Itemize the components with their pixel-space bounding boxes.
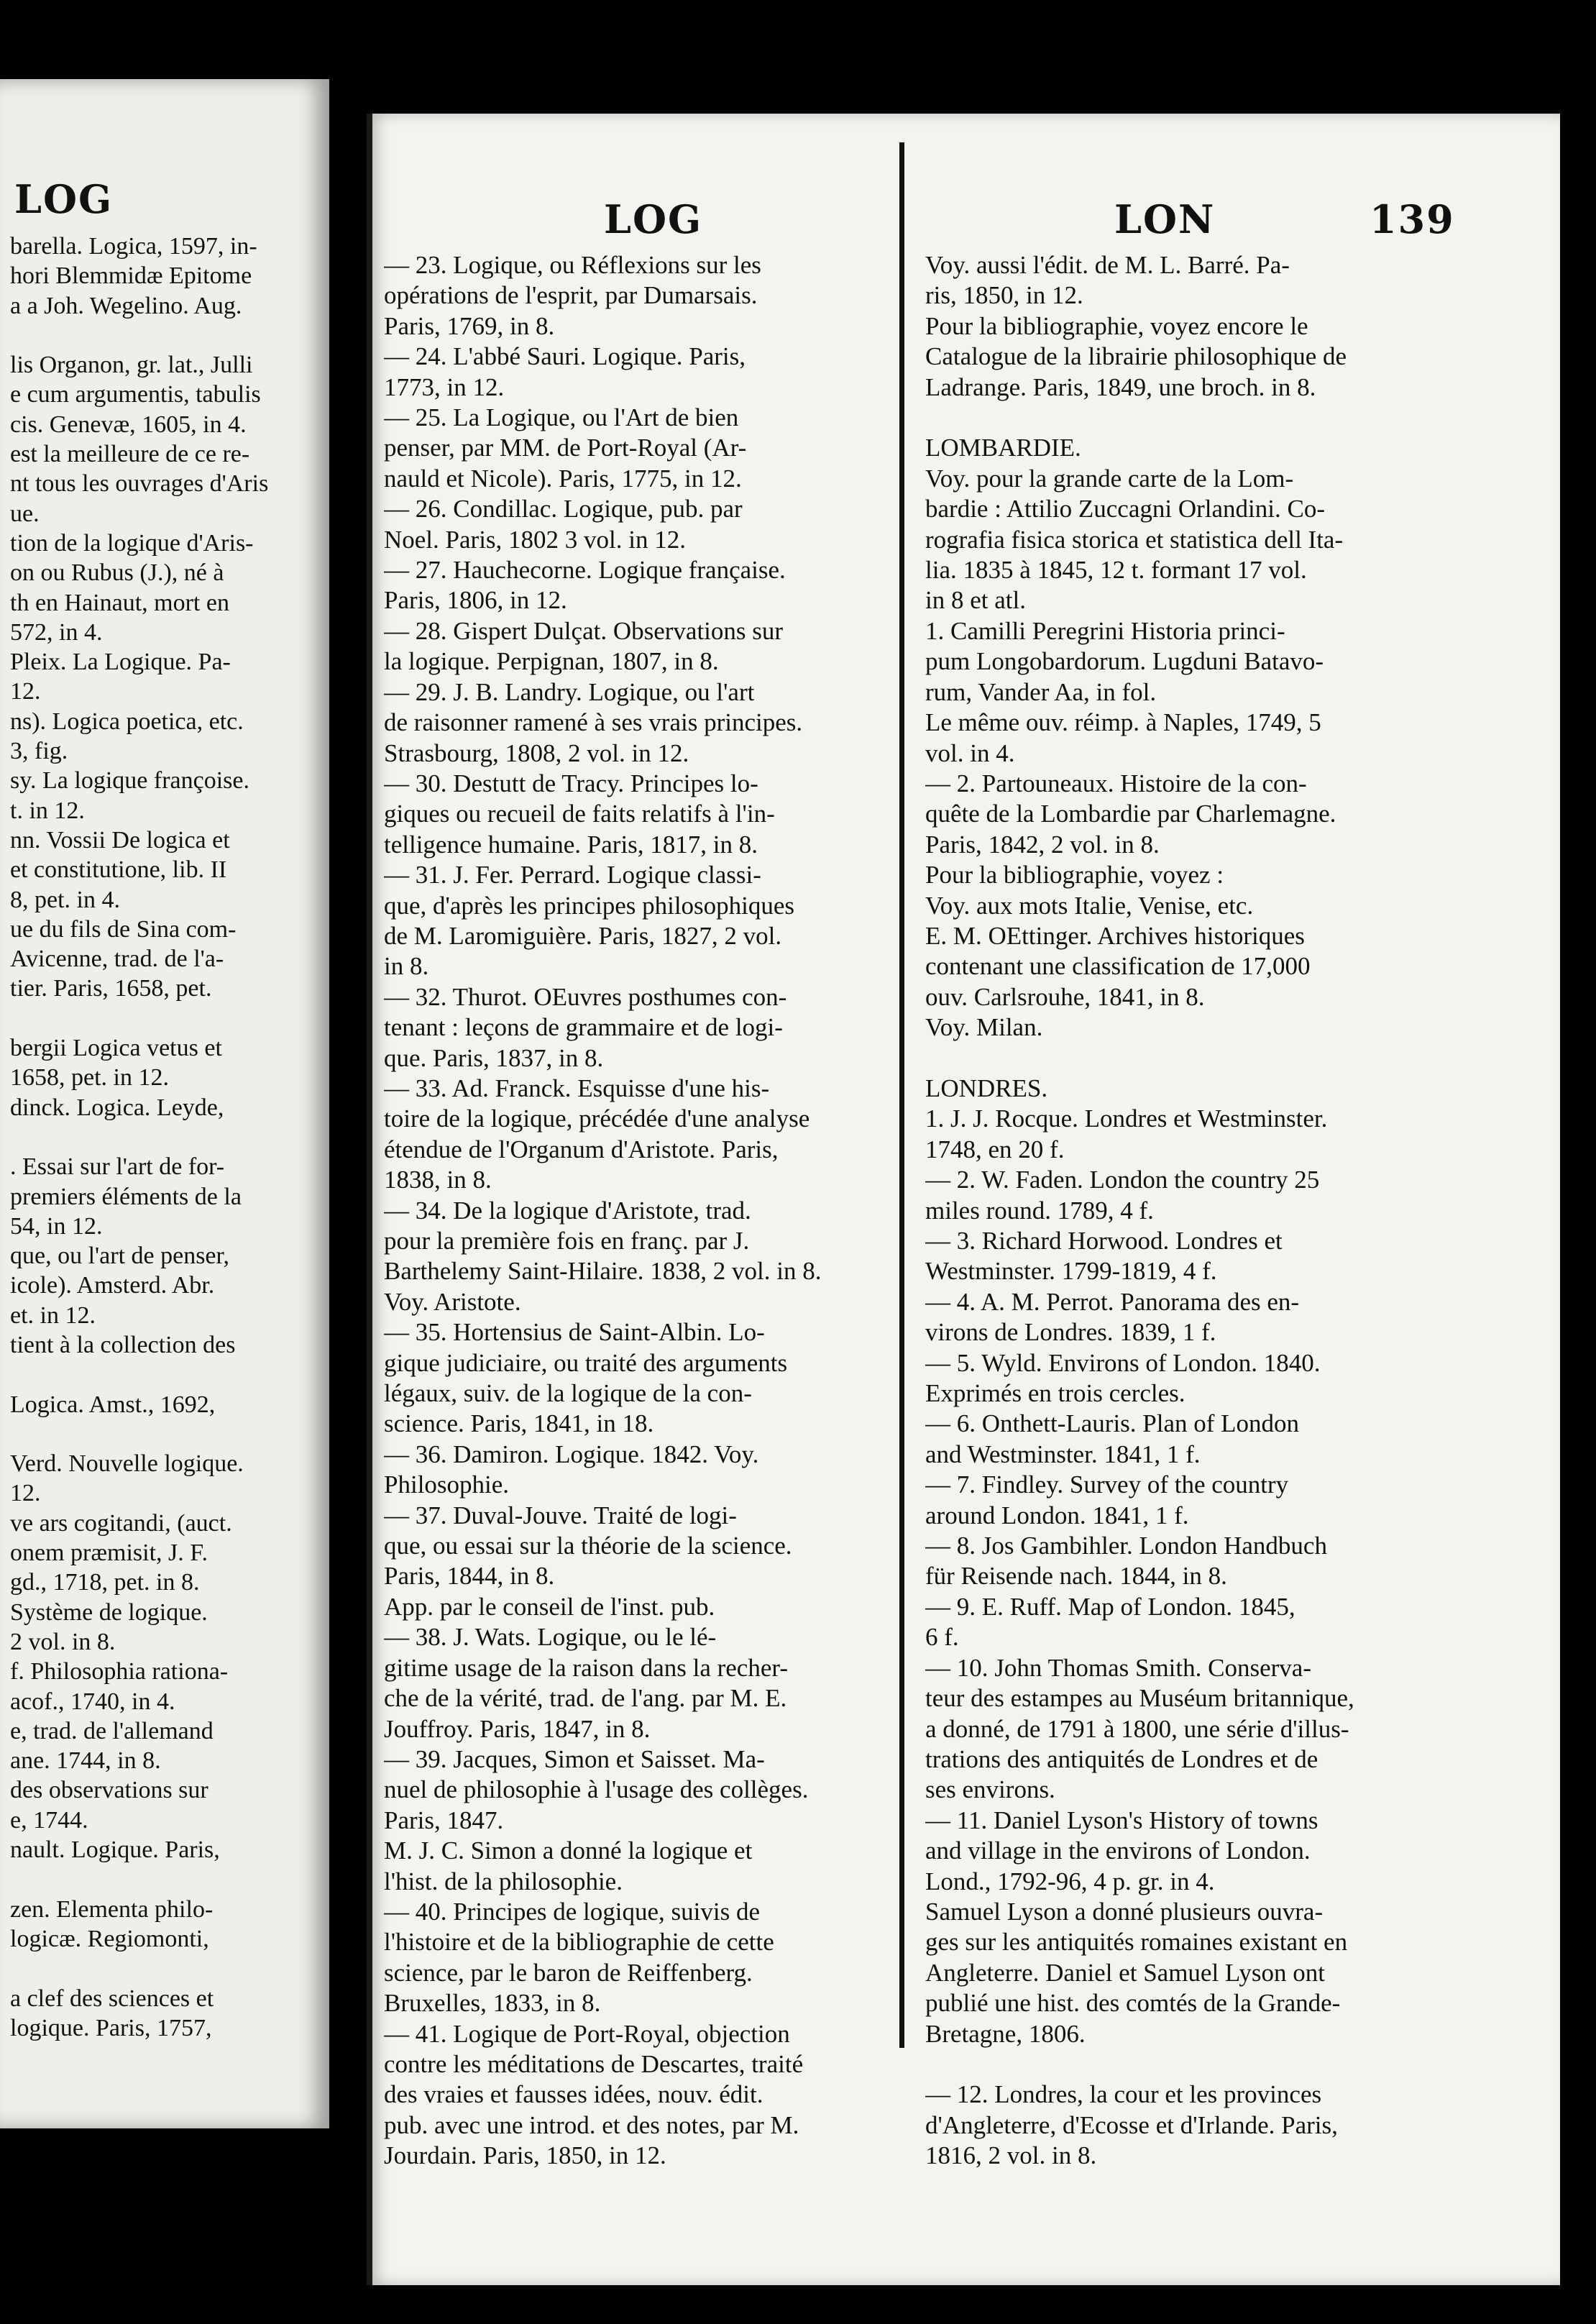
entry-line: — 34. De la logique d'Aristote, trad.	[384, 1196, 751, 1225]
entry-line: Paris, 1806, in 12.	[384, 586, 567, 615]
entry-line: — 12. Londres, la cour et les provinces	[925, 2080, 1322, 2109]
text-line: premiers éléments de la	[10, 1183, 242, 1210]
entry-line: — 30. Destutt de Tracy. Principes lo-	[384, 769, 758, 797]
text-line: f. Philosophia rationa-	[10, 1658, 229, 1685]
entry-line: opérations de l'esprit, par Dumarsais.	[384, 281, 758, 310]
entry-line: — 37. Duval-Jouve. Traité de logi-	[384, 1501, 737, 1529]
entry-line: in 8.	[384, 952, 429, 981]
entry-line: — 10. John Thomas Smith. Conserva-	[925, 1653, 1311, 1682]
text-line	[10, 1954, 319, 1983]
entry-line: Westminster. 1799-1819, 4 f.	[925, 1257, 1217, 1286]
entry-line	[925, 403, 1437, 433]
text-line: a a Joh. Wegelino. Aug.	[10, 292, 242, 319]
entry-line: Voy. aux mots Italie, Venise, etc.	[925, 891, 1254, 920]
text-line: ane. 1744, in 8.	[10, 1747, 161, 1775]
column-rule	[899, 142, 904, 2048]
entry-line: pum Longobardorum. Lugduni Batavo-	[925, 647, 1324, 676]
entry-line: nauld et Nicole). Paris, 1775, in 12.	[384, 464, 742, 493]
text-line: e cum argumentis, tabulis	[10, 381, 261, 408]
entry-line: — 4. A. M. Perrot. Panorama des en-	[925, 1287, 1300, 1316]
text-line: lis Organon, gr. lat., Julli	[10, 352, 253, 379]
entry-line: Paris, 1769, in 8.	[384, 311, 555, 340]
text-line: 572, in 4.	[10, 618, 103, 646]
left-running-head: LOG	[14, 176, 114, 222]
text-line: 12.	[10, 678, 41, 705]
text-line: logique. Paris, 1757,	[10, 2014, 212, 2041]
entry-line: E. M. OEttinger. Archives historiques	[925, 921, 1305, 950]
entry-line: Barthelemy Saint-Hilaire. 1838, 2 vol. in 8.	[384, 1257, 822, 1286]
entry-line: giques ou recueil de faits relatifs à l'in-	[384, 800, 775, 828]
entry-line: ouv. Carlsrouhe, 1841, in 8.	[925, 982, 1205, 1011]
entry-line: Paris, 1847.	[384, 1806, 504, 1834]
entry-line	[925, 1043, 1437, 1074]
entry-line: — 8. Jos Gambihler. London Handbuch	[925, 1532, 1327, 1560]
entry-line: LOMBARDIE.	[925, 434, 1081, 462]
entry-line: 1773, in 12.	[384, 372, 505, 401]
entry-line: — 6. Onthett-Lauris. Plan of London	[925, 1409, 1300, 1438]
entry-line: around London. 1841, 1 f.	[925, 1501, 1189, 1529]
entry-line: 1. J. J. Rocque. Londres et Westminster.	[925, 1104, 1328, 1133]
column-left	[384, 250, 896, 2172]
entry-line: pour la première fois en franç. par J.	[384, 1227, 750, 1255]
entry-line: ges sur les antiquités romaines existant en	[925, 1928, 1348, 1957]
entry-line: 1838, in 8.	[384, 1166, 492, 1194]
entry-line: l'histoire et de la bibliographie de cette	[384, 1928, 774, 1957]
entry-line: toire de la logique, précédée d'une analyse	[384, 1104, 810, 1133]
entry-line: — 2. W. Faden. London the country 25	[925, 1166, 1320, 1194]
text-line: Système de logique.	[10, 1598, 208, 1626]
text-line: e, trad. de l'allemand	[10, 1717, 214, 1744]
text-line: Avicenne, trad. de l'a-	[10, 946, 224, 973]
entry-line: la logique. Perpignan, 1807, in 8.	[384, 647, 719, 676]
entry-line: 1816, 2 vol. in 8.	[925, 2141, 1097, 2170]
entry-line: Philosophie.	[384, 1470, 510, 1499]
entry-line: que, ou essai sur la théorie de la science.	[384, 1532, 792, 1560]
entry-line: — 31. J. Fer. Perrard. Logique classi-	[384, 861, 761, 889]
entry-line: d'Angleterre, d'Ecosse et d'Irlande. Paris,	[925, 2110, 1338, 2139]
text-line: gd., 1718, pet. in 8.	[10, 1569, 200, 1596]
text-line: 54, in 12.	[10, 1212, 103, 1240]
text-line: ns). Logica poetica, etc.	[10, 708, 244, 735]
entry-line: de raisonner ramené à ses vrais principes.	[384, 708, 803, 737]
right-running-head-left: LOG	[604, 196, 703, 242]
entry-line: Catalogue de la librairie philosophique de	[925, 342, 1347, 371]
text-line: ve ars cogitandi, (auct.	[10, 1509, 232, 1537]
text-line: que, ou l'art de penser,	[10, 1243, 229, 1270]
entry-line: — 28. Gispert Dulçat. Observations sur	[384, 616, 784, 645]
entry-line: pub. avec une introd. et des notes, par M.	[384, 2110, 799, 2139]
entry-line: — 27. Hauchecorne. Logique française.	[384, 556, 786, 585]
entry-line: que, d'après les principes philosophiques	[384, 891, 795, 920]
text-line: ue.	[10, 500, 40, 527]
text-line: icole). Amsterd. Abr.	[10, 1272, 215, 1299]
entry-line: nuel de philosophie à l'usage des collèges.	[384, 1775, 809, 1804]
entry-line: que. Paris, 1837, in 8.	[384, 1043, 604, 1072]
entry-line: penser, par MM. de Port-Royal (Ar-	[384, 434, 747, 462]
right-running-head-center: LON	[1114, 196, 1216, 242]
entry-line: — 7. Findley. Survey of the country	[925, 1470, 1289, 1499]
entry-line: contre les méditations de Descartes, traité	[384, 2049, 804, 2078]
entry-line: étendue de l'Organum d'Aristote. Paris,	[384, 1135, 779, 1163]
entry-line: LONDRES.	[925, 1074, 1048, 1102]
text-line: nn. Vossii De logica et	[10, 826, 230, 854]
page-number: 139	[1370, 196, 1455, 242]
entry-line: trations des antiquités de Londres et de	[925, 1744, 1318, 1773]
text-line: des observations sur	[10, 1777, 208, 1804]
entry-line: tenant : leçons de grammaire et de logi-	[384, 1013, 783, 1042]
text-line: 3, fig.	[10, 738, 68, 765]
left-page	[0, 79, 329, 2128]
entry-line: Voy. aussi l'édit. de M. L. Barré. Pa-	[925, 251, 1290, 279]
entry-line: telligence humaine. Paris, 1817, in 8.	[384, 830, 758, 859]
entry-line: — 36. Damiron. Logique. 1842. Voy.	[384, 1440, 759, 1468]
entry-line: publié une hist. des comtés de la Grande-	[925, 1989, 1341, 2018]
text-line	[10, 1360, 319, 1389]
entry-line: quête de la Lombardie par Charlemagne.	[925, 800, 1336, 828]
entry-line: science. Paris, 1841, in 18.	[384, 1409, 654, 1438]
page-edge	[367, 114, 372, 2285]
text-line	[10, 1419, 319, 1449]
text-line: Verd. Nouvelle logique.	[10, 1450, 244, 1478]
text-line: acof., 1740, in 4.	[10, 1688, 175, 1715]
entry-line: — 33. Ad. Franck. Esquisse d'une his-	[384, 1074, 770, 1102]
entry-line: in 8 et atl.	[925, 586, 1026, 615]
entry-line: — 24. L'abbé Sauri. Logique. Paris,	[384, 342, 746, 371]
entry-line: Pour la bibliographie, voyez :	[925, 861, 1224, 889]
text-line: barella. Logica, 1597, in-	[10, 233, 257, 260]
text-line	[10, 1004, 319, 1033]
entry-line: — 5. Wyld. Environs of London. 1840.	[925, 1348, 1321, 1377]
text-line: ue du fils de Sina com-	[10, 915, 237, 943]
text-line: 12.	[10, 1480, 41, 1507]
entry-line: — 25. La Logique, ou l'Art de bien	[384, 403, 739, 432]
entry-line: — 39. Jacques, Simon et Saisset. Ma-	[384, 1744, 765, 1773]
entry-line: — 23. Logique, ou Réflexions sur les	[384, 251, 761, 279]
text-line: t. in 12.	[10, 797, 85, 824]
entry-line: — 9. E. Ruff. Map of London. 1845,	[925, 1592, 1295, 1621]
entry-line: 1748, en 20 f.	[925, 1135, 1065, 1163]
text-line: . Essai sur l'art de for-	[10, 1153, 225, 1181]
text-line: nault. Logique. Paris,	[10, 1836, 220, 1864]
entry-line: — 38. J. Wats. Logique, ou le lé-	[384, 1623, 717, 1652]
text-line: hori Blemmidæ Epitome	[10, 262, 252, 290]
text-line: a clef des sciences et	[10, 1985, 214, 2012]
text-line	[10, 1122, 319, 1152]
text-line: on ou Rubus (J.), né à	[10, 559, 224, 587]
text-line: zen. Elementa philo-	[10, 1895, 214, 1923]
text-line: 1658, pet. in 12.	[10, 1064, 169, 1092]
entry-line: lia. 1835 à 1845, 12 t. formant 17 vol.	[925, 556, 1307, 585]
text-line: tier. Paris, 1658, pet.	[10, 975, 212, 1002]
entry-line: Lond., 1792-96, 4 p. gr. in 4.	[925, 1867, 1215, 1895]
entry-line: Bruxelles, 1833, in 8.	[384, 1989, 601, 2018]
entry-line: Bretagne, 1806.	[925, 2019, 1086, 2048]
entry-line: — 40. Principes de logique, suivis de	[384, 1897, 761, 1926]
entry-line: Le même ouv. réimp. à Naples, 1749, 5	[925, 708, 1321, 737]
entry-line: and village in the environs of London.	[925, 1836, 1311, 1865]
entry-line: rum, Vander Aa, in fol.	[925, 677, 1157, 706]
text-line: cis. Genevæ, 1605, in 4.	[10, 411, 247, 438]
entry-line: — 3. Richard Horwood. Londres et	[925, 1227, 1283, 1255]
entry-line: Paris, 1842, 2 vol. in 8.	[925, 830, 1160, 859]
entry-line: — 2. Partouneaux. Histoire de la con-	[925, 769, 1307, 797]
text-line: et. in 12.	[10, 1301, 96, 1329]
text-line: sy. La logique françoise.	[10, 767, 249, 795]
entry-line: che de la vérité, trad. de l'ang. par M. E.	[384, 1684, 787, 1713]
entry-line: 1. Camilli Peregrini Historia princi-	[925, 616, 1285, 645]
left-page-text	[10, 232, 319, 2043]
column-right	[925, 250, 1437, 2172]
entry-line: contenant une classification de 17,000	[925, 952, 1311, 981]
entry-line: — 11. Daniel Lyson's History of towns	[925, 1806, 1318, 1834]
entry-line: Ladrange. Paris, 1849, une broch. in 8.	[925, 372, 1316, 401]
entry-line: — 32. Thurot. OEuvres posthumes con-	[384, 982, 787, 1011]
entry-line: Voy. pour la grande carte de la Lom-	[925, 464, 1294, 493]
entry-line: des vraies et fausses idées, nouv. édit.	[384, 2080, 763, 2109]
entry-line: Pour la bibliographie, voyez encore le	[925, 311, 1308, 340]
entry-line: M. J. C. Simon a donné la logique et	[384, 1836, 753, 1865]
entry-line: Angleterre. Daniel et Samuel Lyson ont	[925, 1958, 1325, 1987]
entry-line: vol. in 4.	[925, 738, 1015, 767]
text-line	[10, 1865, 319, 1894]
entry-line: Jouffroy. Paris, 1847, in 8.	[384, 1714, 651, 1743]
entry-line: bardie : Attilio Zuccagni Orlandini. Co-	[925, 495, 1325, 523]
entry-line: ses environs.	[925, 1775, 1055, 1804]
entry-line: légaux, suiv. de la logique de la con-	[384, 1379, 752, 1408]
entry-line: Jourdain. Paris, 1850, in 12.	[384, 2141, 666, 2170]
entry-line: virons de Londres. 1839, 1 f.	[925, 1318, 1216, 1347]
text-line: th en Hainaut, mort en	[10, 589, 229, 616]
entry-line: teur des estampes au Muséum britannique,	[925, 1684, 1354, 1713]
entry-line: Exprimés en trois cercles.	[925, 1379, 1185, 1408]
entry-line: rografia fisica storica et statistica dell Ita-	[925, 525, 1344, 554]
entry-line: Samuel Lyson a donné plusieurs ouvra-	[925, 1897, 1324, 1926]
text-line: nt tous les ouvrages d'Aris	[10, 470, 269, 498]
text-line: tient à la collection des	[10, 1331, 236, 1358]
entry-line: — 41. Logique de Port-Royal, objection	[384, 2019, 790, 2048]
entry-line: ris, 1850, in 12.	[925, 281, 1083, 310]
entry-line: 6 f.	[925, 1623, 959, 1652]
text-line	[10, 321, 319, 350]
text-line: bergii Logica vetus et	[10, 1035, 222, 1062]
entry-line: gique judiciaire, ou traité des arguments	[384, 1348, 788, 1377]
text-line: dinck. Logica. Leyde,	[10, 1094, 224, 1121]
entry-line: a donné, de 1791 à 1800, une série d'illus-	[925, 1714, 1349, 1743]
entry-line: — 29. J. B. Landry. Logique, ou l'art	[384, 677, 755, 706]
entry-line: l'hist. de la philosophie.	[384, 1867, 623, 1895]
entry-line: Noel. Paris, 1802 3 vol. in 12.	[384, 525, 686, 554]
text-line: tion de la logique d'Aris-	[10, 529, 254, 557]
entry-line: App. par le conseil de l'inst. pub.	[384, 1592, 715, 1621]
entry-line: für Reisende nach. 1844, in 8.	[925, 1562, 1227, 1591]
text-line: et constitutione, lib. II	[10, 856, 227, 884]
text-line: Pleix. La Logique. Pa-	[10, 649, 231, 676]
text-line: logicæ. Regiomonti,	[10, 1925, 209, 1952]
text-line: onem præmisit, J. F.	[10, 1540, 208, 1567]
entry-line: and Westminster. 1841, 1 f.	[925, 1440, 1201, 1468]
entry-line: Voy. Aristote.	[384, 1287, 521, 1316]
entry-line: Voy. Milan.	[925, 1013, 1043, 1042]
entry-line: Strasbourg, 1808, 2 vol. in 12.	[384, 738, 689, 767]
entry-line	[925, 2049, 1437, 2080]
text-line: est la meilleure de ce re-	[10, 441, 250, 468]
entry-line: science, par le baron de Reiffenberg.	[384, 1958, 753, 1987]
entry-line: miles round. 1789, 4 f.	[925, 1196, 1154, 1225]
text-line: 8, pet. in 4.	[10, 886, 120, 913]
text-line: Logica. Amst., 1692,	[10, 1391, 216, 1418]
entry-line: — 35. Hortensius de Saint-Albin. Lo-	[384, 1318, 765, 1347]
text-line: e, 1744.	[10, 1806, 88, 1834]
entry-line: gitime usage de la raison dans la recher-	[384, 1653, 788, 1682]
entry-line: — 26. Condillac. Logique, pub. par	[384, 495, 743, 523]
entry-line: de M. Laromiguière. Paris, 1827, 2 vol.	[384, 921, 782, 950]
right-page	[367, 114, 1560, 2285]
entry-line: Paris, 1844, in 8.	[384, 1562, 555, 1591]
text-line: 2 vol. in 8.	[10, 1628, 116, 1655]
